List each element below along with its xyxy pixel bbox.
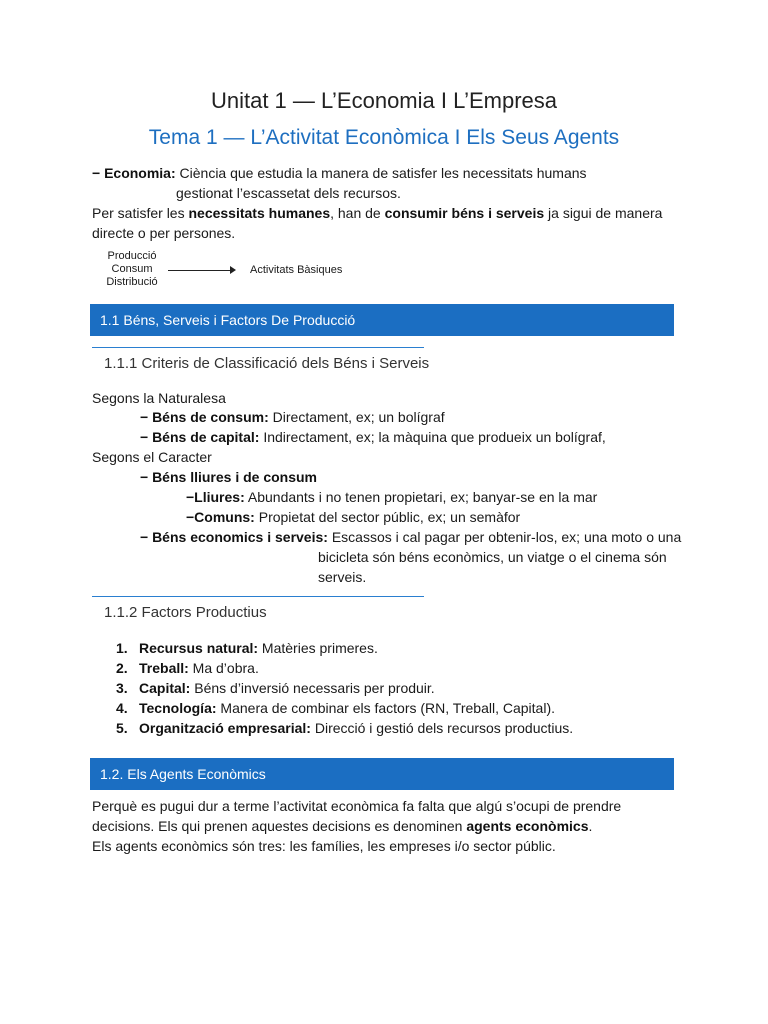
intro-bold-consume: consumir béns i serveis xyxy=(384,205,545,221)
list-number: 5. xyxy=(116,720,128,736)
diagram-item-distribution: Distribució xyxy=(106,276,158,288)
section-heading: 1.2. Els Agents Econòmics xyxy=(100,766,266,782)
consumer-goods-def: Directament, ex; un bolígraf xyxy=(268,409,445,425)
subsection-rule xyxy=(92,347,424,348)
free-goods-heading xyxy=(140,467,317,487)
section-heading-bar xyxy=(90,304,674,336)
factor-term: Capital: xyxy=(139,680,191,696)
economia-def-line2: gestionat l’escassetat dels recursos. xyxy=(176,185,401,201)
list-number: 4. xyxy=(116,700,128,716)
factor-term: Recursus natural: xyxy=(139,640,259,656)
common-goods-def: Propietat del sector públic, ex; un semàfor xyxy=(254,509,521,525)
common-goods xyxy=(186,507,520,527)
free-goods-def: Abundants i no tenen propietari, ex; banyar-se en la mar xyxy=(244,489,598,505)
intro-text: , han de xyxy=(330,205,385,221)
economic-goods-term: − Béns economics i serveis: xyxy=(140,529,328,545)
economia-def-line1: Ciència que estudia la manera de satisfer les necessitats humans xyxy=(175,165,587,181)
diagram-target: Activitats Bàsiques xyxy=(250,264,343,276)
diagram-item-production: Producció xyxy=(107,250,157,262)
list-item xyxy=(116,638,378,658)
consumer-goods xyxy=(140,407,445,427)
economic-goods xyxy=(140,527,681,547)
diagram-arrow-line xyxy=(168,270,234,271)
agents-paragraph-line1: Perquè es pugui dur a terme l’activitat econòmica fa falta que algú s’ocupi de prendre xyxy=(92,798,622,814)
criteria-caracter: Segons el Caracter xyxy=(92,449,212,465)
factor-def: Béns d’inversió necessaris per produir. xyxy=(190,680,435,696)
list-item xyxy=(116,658,259,678)
arrow-right-icon xyxy=(230,266,236,274)
economic-goods-def-line2: bicicleta són béns econòmics, un viatge o el cinema són xyxy=(318,549,667,565)
agents-paragraph-line3: Els agents econòmics són tres: les famílies, les empreses i/o sector públic. xyxy=(92,838,556,854)
common-goods-label: −Comuns: xyxy=(186,509,255,525)
page-title: Unitat 1 — L’Economia I L’Empresa xyxy=(210,88,558,113)
list-item xyxy=(116,718,573,738)
capital-goods-term: − Béns de capital: xyxy=(140,429,260,445)
intro-bold-needs: necessitats humanes xyxy=(188,205,331,221)
capital-goods xyxy=(140,427,606,447)
intro-paragraph-line1 xyxy=(92,203,662,223)
free-goods xyxy=(186,487,597,507)
list-number: 2. xyxy=(116,660,128,676)
free-goods-term: − Béns lliures i de consum xyxy=(140,469,318,485)
list-item xyxy=(116,698,555,718)
subsection-heading: 1.1.2 Factors Productius xyxy=(104,604,267,621)
intro-text: Per satisfer les xyxy=(92,205,189,221)
diagram-items xyxy=(102,250,162,289)
subsection-heading: 1.1.1 Criteris de Classificació dels Béns i Serveis xyxy=(104,355,430,372)
economic-goods-def-line3: serveis. xyxy=(318,569,367,585)
factor-def: Manera de combinar els factors (RN, Treball, Capital). xyxy=(216,700,555,716)
factor-def: Ma d’obra. xyxy=(188,660,259,676)
factor-def: Matèries primeres. xyxy=(258,640,378,656)
subsection-rule xyxy=(92,596,424,597)
list-number: 3. xyxy=(116,680,128,696)
topic-title: Tema 1 — L’Activitat Econòmica I Els Seus Agents xyxy=(148,126,620,149)
criteria-naturalesa: Segons la Naturalesa xyxy=(92,390,226,406)
economic-goods-def-line1: Escassos i cal pagar per obtenir-los, ex; una moto o una xyxy=(327,529,682,545)
intro-paragraph-line2: directe o per persones. xyxy=(92,225,236,241)
list-number: 1. xyxy=(116,640,128,656)
capital-goods-def: Indirectament, ex; la màquina que produeix un bolígraf, xyxy=(259,429,606,445)
free-goods-label: −Lliures: xyxy=(186,489,245,505)
factor-term: Organització empresarial: xyxy=(139,720,311,736)
section-heading-bar xyxy=(90,758,674,790)
agents-paragraph-line2 xyxy=(92,816,592,836)
economia-definition xyxy=(92,163,587,183)
agents-bold-term: agents econòmics xyxy=(466,818,589,834)
agents-text: . xyxy=(588,818,593,834)
factor-term: Treball: xyxy=(139,660,189,676)
economia-term: − Economia: xyxy=(92,165,176,181)
intro-text: ja sigui de manera xyxy=(544,205,663,221)
consumer-goods-term: − Béns de consum: xyxy=(140,409,269,425)
agents-text: decisions. Els qui prenen aquestes decisions es denominen xyxy=(92,818,467,834)
factor-def: Direcció i gestió dels recursos productius. xyxy=(310,720,574,736)
section-heading: 1.1 Béns, Serveis i Factors De Producció xyxy=(100,312,356,328)
list-item xyxy=(116,678,435,698)
diagram-item-consumption: Consum xyxy=(111,263,153,275)
factor-term: Tecnología: xyxy=(139,700,217,716)
